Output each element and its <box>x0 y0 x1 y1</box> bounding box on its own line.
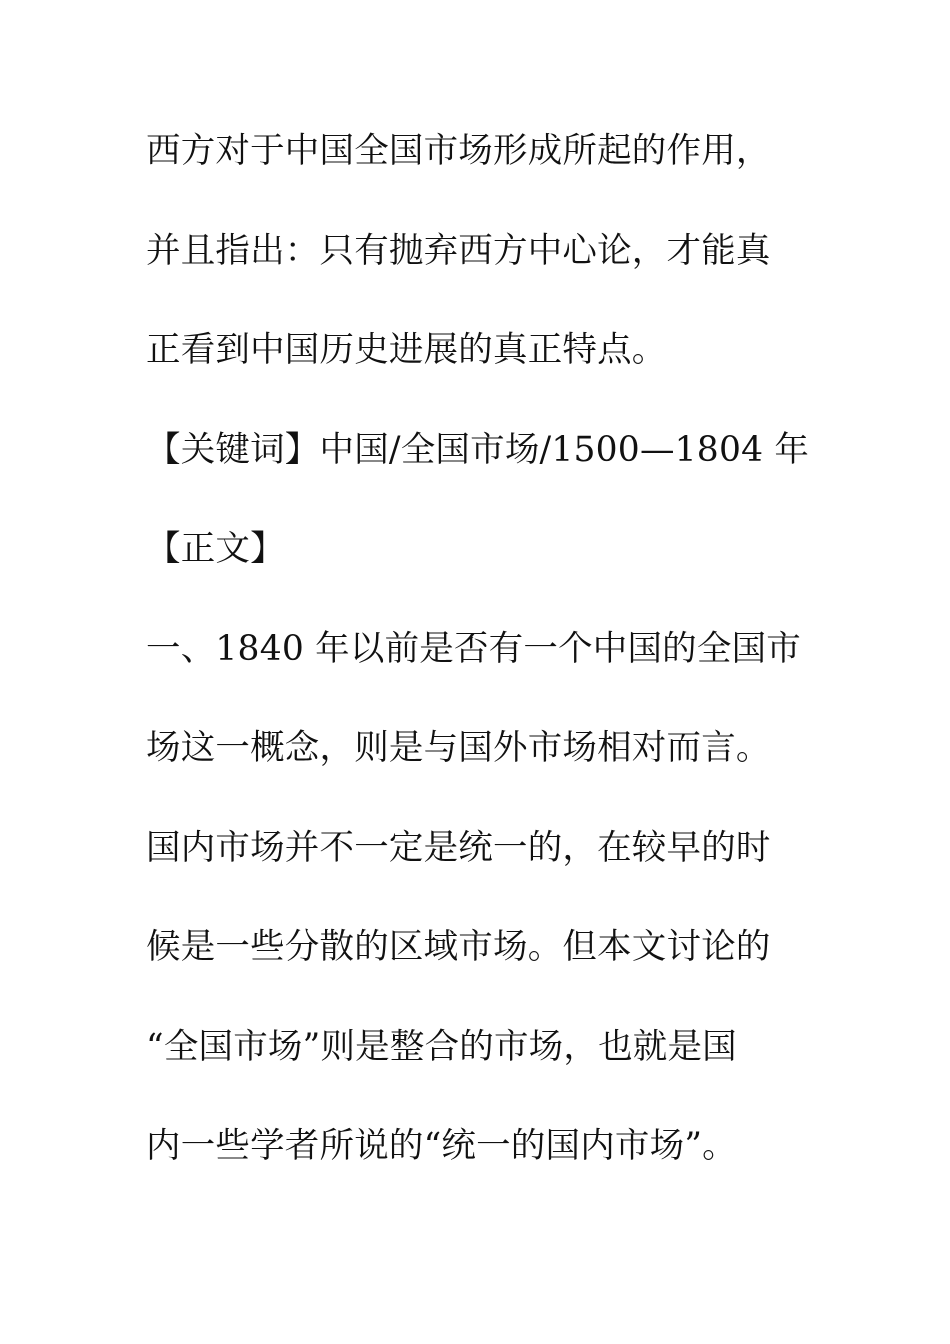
section-heading: 【正文】 <box>146 529 285 569</box>
paragraph-line: 一、1840 年以前是否有一个中国的全国市 <box>146 628 801 669</box>
paragraph-line: 候是一些分散的区域市场。但本文讨论的 <box>146 927 771 967</box>
paragraph-line: 内一些学者所说的“统一的国内市场”。 <box>146 1126 737 1166</box>
paragraph-line: 场这一概念，则是与国外市场相对而言。 <box>146 728 771 768</box>
paragraph-line: 西方对于中国全国市场形成所起的作用， <box>146 131 771 171</box>
paragraph-line: 并且指出：只有抛弃西方中心论，才能真 <box>146 230 771 271</box>
keywords-line: 【关键词】中国/全国市场/1500—1804 年 <box>146 429 810 470</box>
paragraph-line: 正看到中国历史进展的真正特点。 <box>146 330 667 370</box>
paragraph-line: 国内市场并不一定是统一的，在较早的时 <box>146 827 771 868</box>
body-text <box>146 118 810 1213</box>
paragraph-line: “全国市场”则是整合的市场，也就是国 <box>146 1026 737 1067</box>
